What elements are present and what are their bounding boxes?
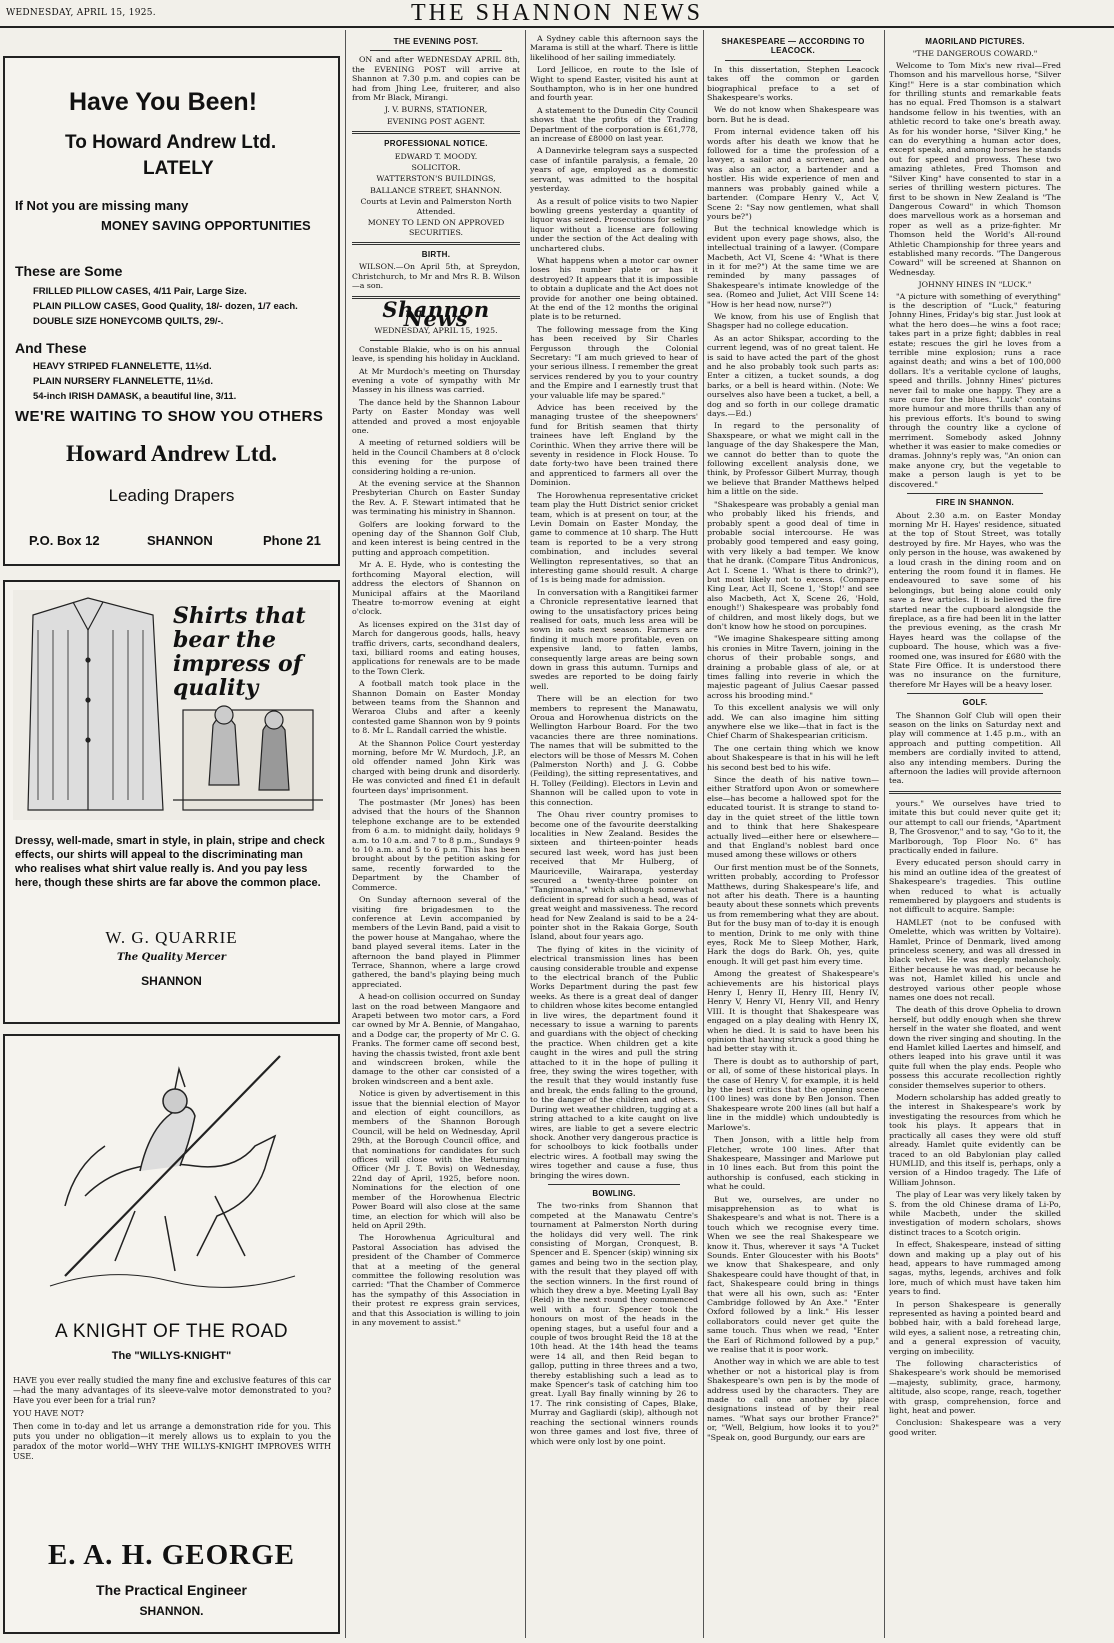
news-paragraph: A meeting of returned soldiers will be held in the Council Chambers at 8 o'clock this evening for the purpose of considering holding a re-union.	[352, 438, 520, 476]
ad-phone: Phone 21	[263, 533, 321, 548]
article-text: About 2.30 a.m. on Easter Monday morning Mr H. Hayes' residence, situated at the top of Stout Street, was totally destroyed by fire. Mr Hayes, who was the only person in the house, was awakened by a loud crash in the dining room and on entering the room found it in flames. He endeavoured to save some of his belongings, but being alone could only save a few articles. It is believed the fire started near the cupboard alongside the fireplace, as a fire had been lit in the latter the previous evening, as the crash Mr Hayes heard was the collapse of the cupboard. The house, which was a five-roomed one, was insured for £680 with the State Fire Office. It is understood there was no insurance on the furniture, therefore Mr Hayes will be a heavy loser.	[889, 510, 1061, 689]
news-paragraph: Notice is given by advertisement in this issue that the biennial election of Mayor and election of eight councillors, as members of the Shannon Borough Council, will be held on Wednesday, April 29th, at the Borough Council office, and that nominations for candidates for such offices will close with the Returning Officer (Mr J. T. Bovis) on Wednesday, 22nd day of April, 1925, before noon. Nominations for the election of one member of the Horowhenua Electric Power Board will also close at the same time, an election for which will also be held on April 29th.	[352, 1089, 520, 1230]
news-paragraph: As licenses expired on the 31st day of March for dangerous goods, halls, heavy traffic drivers, carts, secondhand dealers, taxi, billiard rooms and eating houses, applications for renewals are to be made to the Town Clerk.	[352, 619, 520, 676]
news-paragraph: What happens when a motor car owner loses his number plate or has it destroyed? It appears that it is impossible to obtain a duplicate and the Act does not provide for another one being obtained. At the end of the 12 months the original plate is to be returned.	[530, 255, 698, 322]
section-heading: SHAKESPEARE — ACCORDING TO LEACOCK.	[721, 37, 865, 56]
ad-subheadline: The "WILLYS-KNIGHT"	[111, 1350, 232, 1362]
ad-item: 54-inch IRISH DAMASK, a beautiful line, 3/11.	[33, 391, 237, 402]
article-text: The two-rinks from Shannon that competed at the Manawatu Centre's tournament at Palmerston North during the holidays did very well. The rink consisting of Morgan, Cronquest, B. Spencer and E. Spencer (skip) winning six games and being two in the section play, with the result that they played off with the section winners. In the first round of which they drew a bye. Meeting Lyall Bay (Reid) in the next round they commenced well with a four. Spencer took the honours on most of the heads in the opening stages, but a useful four and a couple of twos brought Reid the 18 at the 10th head. At the 14th head the teams were 14 all, and then Reid began to gallop, putting in three threes and a two, thereby establishing such a lead as to make Spencer's task of catching him too great. Lyall Bay finally winning by 26 to 17. The rink consisting of Capes, Blake, Murray and Gagliardi (skip), although not reaching the sectional winners rounds won three games and lost five, three of which were only lost by one point.	[530, 1201, 698, 1446]
section-heading: BOWLING.	[592, 1188, 636, 1198]
ad-item: HEAVY STRIPED FLANNELETTE, 11½d.	[33, 361, 212, 372]
news-paragraph: The Ohau river country promises to become one of the favourite deerstalking localities in New Zealand. Besides the sixteen and thirteen-pointer heads secured last week, word has just been received that Mr Hulberg, of Mauriceville, Wairarapa, yesterday secured a twenty-three pointer on "Tangimoana," which although somewhat deficient in spread for such a head, was of great weight and massiveness. The record head for New Zealand is said to be a 24-pointer shot in the Rakaia Gorge, South Island, about four years ago.	[530, 810, 698, 942]
ad-subhead: These are Some	[15, 263, 123, 279]
ad-line: WE'RE WAITING TO SHOW YOU OTHERS	[15, 408, 324, 425]
divider	[889, 791, 1061, 794]
knight-on-horse-illustration	[45, 1046, 300, 1296]
ad-company: Howard Andrew Ltd.	[65, 441, 278, 466]
divider	[352, 242, 520, 245]
howard-andrew-advert	[3, 56, 340, 566]
ad-line: MONEY SAVING OPPORTUNITIES	[101, 218, 311, 233]
news-paragraph: The dance held by the Shannon Labour Party on Easter Monday was well attended and proved a most enjoyable one.	[352, 397, 520, 435]
ad-town: SHANNON	[147, 533, 213, 548]
news-paragraph: From internal evidence taken off his words after his death we know that he followed for a time the profession of a lawyer, a sailor and a scrivener, and he was also an actor, a bartender and a hostler. His wide experience of men and manners was probably gained while a bartender. (Compare Henry V., Act V, Scene 2: "Say now gentlemen, what shall yours be?")	[707, 127, 879, 221]
notice-signature: EVENING POST AGENT.	[386, 116, 485, 126]
news-paragraph: Then Jonson, with a little help from Fletcher, wrote 100 lines. After that Shakespeare, Massinger and Marlowe put in 10 lines each. But from this point the authorship is confused, each sticking in what he could.	[707, 1135, 879, 1192]
ad-body	[13, 1376, 331, 1462]
news-paragraph: The Horowhenua representative cricket team play the Hutt District senior cricket team, which is at present on tour, at the Levin Domain on Easter Monday, the game to commence at 10 sharp. The Hutt team is reported to be a very strong combination, and includes several Wellington representatives, so that an interesting game should result. A charge of 1s is being made for admission.	[530, 490, 698, 585]
column-rule	[345, 30, 346, 1638]
news-paragraph: Lord Jellicoe, en route to the Isle of Wight to spend Easter, visited his aunt at Southampton, who is in her one hundred and fourth year.	[530, 65, 698, 103]
notice-line: WATTERSTON'S BUILDINGS,	[376, 174, 496, 184]
masthead	[0, 0, 1114, 28]
ad-role: The Practical Engineer	[96, 1582, 247, 1598]
newspaper-title: THE SHANNON NEWS	[411, 0, 703, 26]
news-paragraph: Among the greatest of Shakespeare's achievements are his historical plays Henry I, Henry II, Henry III, Henry IV, Henry V, Henry VI, Henry VII, and Henry VIII. It is thought that Shakespeare was engaged on a play dealing with Henry IX, when he died. It is said to have been his opinion that having struck a good thing he had better stay with it.	[707, 969, 879, 1054]
news-paragraph: The flying of kites in the vicinity of electrical transmission lines has been causing considerable trouble and expense to the electrical branch of the Public Works Department during the past few weeks. As there is a great deal of danger to children whose kites become entangled in live wires, the department found it necessary to issue a warning to parents and guardians with the object of checking the practice. When children get a kite caught in the wires and pull the string attached to it in the hope of pulling it free, they swing the wires together, with the result that they would instantly fuse and break, the ends falling to the ground, to the danger of the children and others. During wet weather children, tugging at a string attached to a kite caught on live wires, are liable to get a severe electric shock. Another very dangerous practice is for schoolboys to kick footballs under electric wires. A football may swing the wires together and cause a fuse, thus bringing the wires down.	[530, 944, 698, 1180]
notice-line: MONEY TO LEND ON APPROVED SECURITIES.	[367, 218, 505, 237]
divider	[370, 50, 502, 51]
news-paragraph: Every educated person should carry in his mind an outline idea of the greatest of Shakespeare's tragedies. This outline when reduced to what is actually remembered by playgoers and students is not difficult to acquire. Sample:	[889, 858, 1061, 915]
section-heading: MAORILAND PICTURES.	[925, 37, 1025, 46]
notice-text: ON and after WEDNESDAY APRIL 8th, the EVENING POST will arrive at Shannon at 7.30 p.m. and copies can be had from Jhing Lee, fruiterer, and also from Mr Black, Mirangi.	[352, 55, 520, 103]
sub-heading: "THE DANGEROUS COWARD."	[912, 49, 1038, 59]
issue-date: WEDNESDAY, APRIL 15, 1925.	[6, 8, 156, 18]
news-paragraph: At the Shannon Police Court yesterday morning, before Mr W. Murdoch, J.P., an old offender named John Kirk was charged with being drunk and disorderly. He was convicted and fined £1 in default fourteen days' imprisonment.	[352, 738, 520, 795]
divider	[907, 693, 1043, 694]
ad-item: FRILLED PILLOW CASES, 4/11 Pair, Large Size.	[33, 286, 247, 297]
ad-company: E. A. H. GEORGE	[47, 1539, 296, 1571]
news-paragraph: Golfers are looking forward to the opening day of the Shannon Golf Club, and keen interest is being centred in the putting and approach competition.	[352, 519, 520, 557]
news-paragraph: The one certain thing which we know about Shakespeare is that in his will he left his second best bed to his wife.	[707, 743, 879, 772]
newspaper-flag: Shannon News	[382, 296, 490, 331]
news-paragraph: yours." We ourselves have tried to imitate this but could never quite get it; our attempt to call our friends, "Apartment B, The Grosvenor," and to say, "Go to it, the Marlborough, Top Floor No. 6" has practically ended in failure.	[889, 798, 1061, 855]
news-paragraph: As an actor Shikspar, according to the current legend, was of no great talent. He is said to have acted the part of the ghost and he also probably took such parts as: Enter a citizen, a tucket sounds, a dog barks, or a bell is heard within. (Note: We ourselves also have been a tucket, a bell, a dog and so forth in our college dramatic days.—Ed.)	[707, 333, 879, 419]
ad-body: Dressy, well-made, smart in style, in plain, stripe and check effects, our shirts will appeal to the discriminating man who realises what shirt value really is. And you pay less here, though these shirts are far above the common place.	[15, 835, 325, 889]
flag-date: WEDNESDAY, APRIL 15, 1925.	[374, 326, 498, 336]
news-paragraph: The Horowhenua Agricultural and Pastoral Association has advised the president of the Chamber of Commerce that at a meeting of the general committee the following resolution was carried: "That the Chamber of Commerce has the sympathy of this Association in their protest re express grain services, and that this Association is willing to join in any movement to assist."	[352, 1233, 520, 1327]
ad-po-box: P.O. Box 12	[29, 533, 100, 548]
news-paragraph: A head-on collision occurred on Sunday last on the road between Mangaore and Arapeti between two motor cars, a Ford car owned by Mr A. Bennie, of Mangahao, and a Dodge car, the property of Mr C. G. Franks. The former came off second best, having the chassis twisted, front axle bent and windscreen broken, while the damage to the other car consisted of a broken windscreen and a bent axle.	[352, 992, 520, 1086]
ad-headline: Have You Been!	[69, 88, 258, 116]
news-paragraph: As a result of police visits to two Napier bowling greens yesterday a quantity of liquor was seized. Prosecutions for selling liquor without a license are following under the section of the Act dealing with unchartered clubs.	[530, 196, 698, 253]
ad-paragraph: YOU HAVE NOT?	[13, 1409, 84, 1418]
section-heading: THE EVENING POST.	[393, 37, 479, 46]
news-paragraph: Advice has been received by the managing trustee of the sheepowners' fund for British seamen that thirty trainees have left England by the Corinthic. When they arrive there will be seventy in residence in Flock House. To date forty-two have been trained there and apprenticed to farmers all over the Dominion.	[530, 403, 698, 488]
sub-heading: JOHNNY HINES IN "LUCK."	[918, 280, 1032, 290]
news-paragraph: The following message from the King has been received by Sir Charles Fergusson through the Colonial Secretary: "I am much grieved to hear of your serious illness. I remember the great services rendered by you to your country and the Empire and I earnestly trust that your valuable life may be spared."	[530, 324, 698, 400]
news-paragraph: Conclusion: Shakespeare was a very good writer.	[889, 1418, 1061, 1437]
notice-line: Courts at Levin and Palmerston North Attended.	[360, 197, 512, 216]
notice-line: EDWARD T. MOODY.	[394, 151, 478, 161]
news-column-5	[889, 34, 1061, 1638]
news-column-3	[530, 34, 698, 1638]
ad-line: If Not you are missing many	[15, 198, 189, 213]
notice-line: SOLICITOR.	[411, 163, 461, 173]
ad-tagline: Leading Drapers	[108, 486, 235, 505]
ad-role: The Quality Mercer	[117, 952, 226, 963]
news-paragraph: But the technical knowledge which is evident upon every page shows, also, the intellectual training of a lawyer. (Compare Macbeth, Act VI, Scene 4: "What is there in it for me?") At the same time we are reminded by many passages of Shakespeare's intimate knowledge of the sea. (Romeo and Juliet, Act VIII Scene 14: "How is her head now, nurse?")	[707, 224, 879, 309]
news-column-4	[707, 34, 879, 1638]
news-paragraph: The play of Lear was very likely taken by S. from the old Chinese drama of Li-Po, while Macbeth, under the skilled investigation of modern scholars, shows distinct traces to a Scotch origin.	[889, 1190, 1061, 1237]
article-text: Welcome to Tom Mix's new rival—Fred Thomson and his marvellous horse, "Silver King!" Here is a star combination which for thrilling stunts and remarkable feats has no equal. Fred Thomson is a stalwart handsome fellow in his twenties, with an athletic record to take one's breath away. As for his wonder horse, "Silver King," he can do everything a human actor does, except speak, and among horses he stands out for speed and prowess. These two amazing athletes, Fred Thomson and "Silver King" have consented to star in a series of thrilling western pictures. The first to be shown in New Zealand is "The Dangerous Coward" in which Thomson does marvellous work as a horseman and roper as well as a prize-fighter. Mr Thomson held the World's All-round Athletic Championship for three years and established many records. "The Dangerous Coward" will be screened at Shannon on Wednesday.	[889, 60, 1061, 277]
divider	[548, 1184, 680, 1185]
notice-line: BALLANCE STREET, SHANNON.	[370, 185, 502, 195]
column-rule	[525, 30, 526, 1638]
news-paragraph: We know, from his use of English that Shagsper had no college education.	[707, 311, 879, 331]
ad-item: PLAIN PILLOW CASES, Good Quality, 18/- dozen, 1/7 each.	[33, 301, 298, 312]
news-paragraph: In effect, Shakespeare, instead of sitting down and making up a play out of his head, appears to have rummaged among sagas, myths, legends, archives and folk lore, much of which must have taken him years to find.	[889, 1240, 1061, 1297]
news-paragraph: In regard to the personality of Shaxspeare, or what we might call in the language of the day Shakespere the Man, we cannot do better than to quote the following excellent analysis done, we think, by Professor Gilbert Murray, though we believe that Brander Matthews helped him a little on the side.	[707, 421, 879, 497]
column-rule	[884, 30, 885, 1638]
ad-line: LATELY	[143, 158, 214, 179]
news-paragraph: Constable Blakie, who is on his annual leave, is spending his holiday in Auckland.	[352, 344, 520, 364]
news-paragraph: A statement to the Dunedin City Council shows that the profits of the Trading Department of the corporation is £61,778, an increase of £8000 on last year.	[530, 105, 698, 144]
news-paragraph: We do not know when Shakespeare was born. But he is dead.	[707, 105, 879, 124]
news-paragraphs	[707, 65, 879, 1442]
news-paragraph: At the evening service at the Shannon Presbyterian Church on Easter Sunday the Rev. A. F. Stewart intimated that he was terminating his ministry in Shannon.	[352, 479, 520, 517]
news-paragraph: Modern scholarship has added greatly to the interest in Shakespeare's work by investigating the resources from which he took his plays. It appears that in practically all cases they were old stuff already. Hamlet quite evidently can be traced to an old Babylonian play called HUMLID, and this itself is, perhaps, only a version of a Hindoo tragedy. The Life of William Johnson.	[889, 1093, 1061, 1187]
quarrie-shirts-advert	[3, 580, 340, 1024]
section-heading: FIRE IN SHANNON.	[935, 498, 1015, 508]
news-paragraph: In this dissertation, Stephen Leacock takes off the common or garden biographical preface to a set of Shakespeare's works.	[707, 64, 879, 103]
divider	[725, 60, 861, 61]
news-paragraph: At Mr Murdoch's meeting on Thursday evening a vote of sympathy with Mr Massey in his illness was carried.	[352, 366, 520, 395]
ad-line: To Howard Andrew Ltd.	[65, 132, 277, 153]
news-paragraph: A football match took place in the Shannon Domain on Easter Monday between teams from the Shannon and Weraroa Clubs and after a keenly contested game Shannon won by 9 points to 8. Mr L. Randall carried the whistle.	[352, 679, 520, 736]
birth-notice: WILSON.—On April 5th, at Spreydon, Christchurch, to Mr and Mrs R. B. Wilson—a son.	[352, 262, 520, 291]
news-paragraph: The postmaster (Mr Jones) has been advised that the hours of the Shannon telephone exchange are to be extended from 6 a.m. to midnight daily, holidays 9 a.m. to 10 a.m. and 7 to 8 p.m., Sundays 9 to 10 a.m. and 5 to 6 p.m. This has been brought about by the petition asking for same, recently forwarded to the Department by the Chamber of Commerce.	[352, 798, 520, 892]
column-rule	[703, 30, 704, 1638]
section-heading: BIRTH.	[421, 249, 451, 259]
notice-signature: J. V. BURNS, STATIONER,	[384, 105, 488, 115]
news-paragraph: "Shakespeare was probably a genial man who probably liked his friends, and probably spent a good deal of time in probable social intercourse. He was probably good tempered and easy going, with very likely a bad temper. We know that he drank. (Compare Titus Andronicus, Act I. Scene 1. 'What is there to drink?'), but most likely not to excess. (Compare King Lear, Act II, Scene 1, 'Stop!' and see also Macbeth, Act X, Scene 26, 'Hold, enough!') Shakespeare was probably fond of children, and most likely dogs, but we don't know how he stood on porcupines.	[707, 499, 879, 631]
ad-headline: Shirts that bear the impress of quality	[173, 603, 306, 701]
willys-knight-advert	[3, 1034, 340, 1634]
news-paragraph: A Sydney cable this afternoon says the Marama is still at the wharf. There is little likelihood of her sailing immediately.	[530, 34, 698, 62]
news-paragraph: There is doubt as to authorship of part, or all, of some of these historical plays. In the case of Henry V, for example, it is held by the best critics that the opening scene (100 lines) was done by Ben Jonson. Then Shakespeare wrote 200 lines (all but half a line in the middle) which undoubtedly is Marlowe's.	[707, 1056, 879, 1132]
ad-subhead: And These	[15, 340, 87, 356]
news-paragraph: The following characteristics of Shakespeare's work should be memorised—majesty, sublimity, grace, harmony, altitude, also scope, range, reach, together with grasp, comprehension, force and light, heat and power.	[889, 1359, 1061, 1416]
news-paragraph: The death of this drove Ophelia to drown herself, but oddly enough when she threw herself in the water she floated, and went down the river singing and shouting. In the end Hamlet killed Laertes and himself, and others leaped into his grave until it was quite full when the play ends. People who possess this accurate recollection rightly consider themselves superior to others.	[889, 1005, 1061, 1090]
ad-company: W. G. QUARRIE	[105, 928, 238, 947]
ad-town: SHANNON.	[139, 1604, 204, 1618]
news-paragraphs	[530, 34, 698, 1180]
news-paragraph: But we, ourselves, are under no misapprehension as to what is Shakespeare's and what is not. There is a touch which we recognise every time. When we see the real Shakespeare we know it. Thus, wherever it says "A Tucket Sounds. Enter Gloucester with his Boots" we know that Shakespeare, and only Shakespeare could have thought of that, in fact, Shakespeare could bring in things that were all his own, such as: "Enter Cambridge followed by An Axe." "Enter Oxford followed by a link." His lesser collaborators could never get quite the same touch. Thus when we read, "Enter the Earl of Richmond followed by a pup," we realise that it is poor work.	[707, 1194, 879, 1355]
news-paragraph: Our first mention must be of the Sonnets, written probably, according to Professor Matthews, during Shakespeare's life, and not after his death. There is a haunting beauty about these sonnets which prevents us from remembering what they are about. But for the busy man of to-day it is enough to mention, Drink to me only with thine eyes, Rock Me to Sleep Mother, Hark, Hark the dogs do Bark. Oh, yes, quite enough. It will get past him every time.	[707, 862, 879, 966]
news-column-2	[352, 34, 520, 1638]
divider	[352, 131, 520, 134]
news-paragraph: In person Shakespeare is generally represented as having a pointed beard and bobbed hair, with a bald forehead large, wild eyes, a salient nose, a retreating chin, and a general expression of vacuity, verging on imbecility.	[889, 1299, 1061, 1356]
news-paragraph: Mr A. E. Hyde, who is contesting the forthcoming Mayoral election, will address the electors of Shannon on Municipal affairs at the Maoriland Theatre to-morrow evening at eight o'clock.	[352, 560, 520, 617]
news-paragraph: "We imagine Shakespeare sitting among his cronies in Mitre Tavern, joining in the chorus of their probable songs, and draining a probable glass of ale, or at times falling into reverie in which the majestic pageant of Julius Caesar passed across his brooding mind."	[707, 634, 879, 700]
ad-item: PLAIN NURSERY FLANNELETTE, 11½d.	[33, 376, 213, 387]
news-paragraph: A Dannevirke telegram says a suspected case of infantile paralysis, a female, 20 years of age, employed as a domestic servant, was admitted to the hospital yesterday.	[530, 146, 698, 194]
divider	[370, 340, 502, 341]
article-text: The Shannon Golf Club will open their season on the links on Saturday next and play will commence at 1.45 p.m., with an approach and putting competition. All members are cordially invited to attend, also any intending members. During the afternoon the ladies will provide afternoon tea.	[889, 710, 1061, 786]
divider	[907, 493, 1043, 494]
ad-paragraph: HAVE you ever really studied the many fine and exclusive features of this car—had the many advantages of its sleeve-valve motor demonstrated to you? Have you ever been for a trial run?	[13, 1376, 331, 1405]
news-paragraph: Since the death of his native town—either Stratford upon Avon or somewhere else—has become a hallowed spot for the educated tourist. It is strange to stand to-day in the quiet street of the little town and to think that here Shakespeare actually lived—either here or elsewhere—and that England's noblest bard once mused among these willows or others	[707, 775, 879, 860]
news-paragraph: There will be an election for two members to represent the Manawatu, Oroua and Horowhenua districts on the Wellington Harbour Board. For the two vacancies there are three nominations. The names that will be submitted to the electors will be those of Messrs M. Cohen (Palmerston North) and J. G. Cobbe (Feilding), the sitting representatives, and H. Tolley (Feilding). Electors in Levin and Shannon will be called upon to vote in this connection.	[530, 694, 698, 807]
ad-paragraph: Then come in to-day and let us arrange a demonstration ride for you. This puts you under no obligation—it merely allows us to explain to you the paradox of the motor world—WHY THE WILLYS-KNIGHT IMPROVES WITH USE.	[13, 1422, 331, 1461]
ad-item: DOUBLE SIZE HONEYCOMB QUILTS, 29/-.	[33, 316, 224, 327]
news-paragraph: To this excellent analysis we will only add. We can also imagine him sitting anywhere else we like—that in fact is the Chief Charm of Shakespearian criticism.	[707, 703, 879, 741]
ad-town: SHANNON	[141, 974, 202, 988]
news-paragraphs	[352, 345, 520, 1328]
news-paragraphs	[889, 799, 1061, 1437]
news-paragraph: In conversation with a Rangitikei farmer a Chronicle representative learned that owing to the unsatisfactory prices being realised for oats, much less area will be sown in oats next season. Farmers are finding it much more profitable, even on expensive land, to fatten lambs, consequently large areas are being sown down in grass this autumn. Turnips and swedes are reported to be doing fairly well.	[530, 587, 698, 691]
section-heading: PROFESSIONAL NOTICE.	[384, 139, 488, 149]
news-paragraph: Another way in which we are able to test whether or not a historical play is from Shakespeare's own pen is by the mode of address used by the characters. They are made to call one another by place designations instead of by their real names. "What says our brother France?" or, "Well, Belgium, how looks it to you?" "Speak on, good Burgundy, our ears are	[707, 1357, 879, 1442]
article-text: "A picture with something of everything" is the description of "Luck," featuring Johnny Hines, Friday's big star. Just look at what the hero does—he wins a foot race; takes part in a prize fight; dabbles in real estate; rescues the girl he loves from a terrible mine explosion; runs a race against death; and wins a bet of 100,000 dollars. It's a veritable cyclone of laughs, speed and thrills. Johnny Hines' pictures never fail to make one happy. They are a sure cure for the blues. "Luck" contains more humour and more thrills than any of his previous efforts. It's bound to swing through the country like a cyclone of merriment. Somebody asked Johnny whether it was easier to make comedies or dramas. Johnny's reply was, "An onion can make anyone cry, but the vegetable to make a person laugh is yet to be discovered."	[889, 291, 1061, 489]
news-paragraph: On Sunday afternoon several of the visiting fire brigadesmen to the conference at Levin accompanied by members of the Levin Band, paid a visit to the power house at Mangahao, where the band played several items. Later in the afternoon the band played in Plimmer Terrace, Shannon, where a large crowd gathered, the band's playing being much appreciated.	[352, 895, 520, 989]
news-paragraph: HAMLET (not to be confused with Omelette, which was written by Voltaire). Hamlet, Prince of Denmark, lived among princeless scenery, and was all dressed in black velvet. He was deeply melancholy. Either because he was mad, or because he was not, Hamlet killed his uncle and destroyed various other people whose names one does not recall.	[889, 917, 1061, 1002]
section-heading: GOLF.	[962, 698, 988, 708]
ad-headline: A KNIGHT OF THE ROAD	[54, 1321, 289, 1342]
